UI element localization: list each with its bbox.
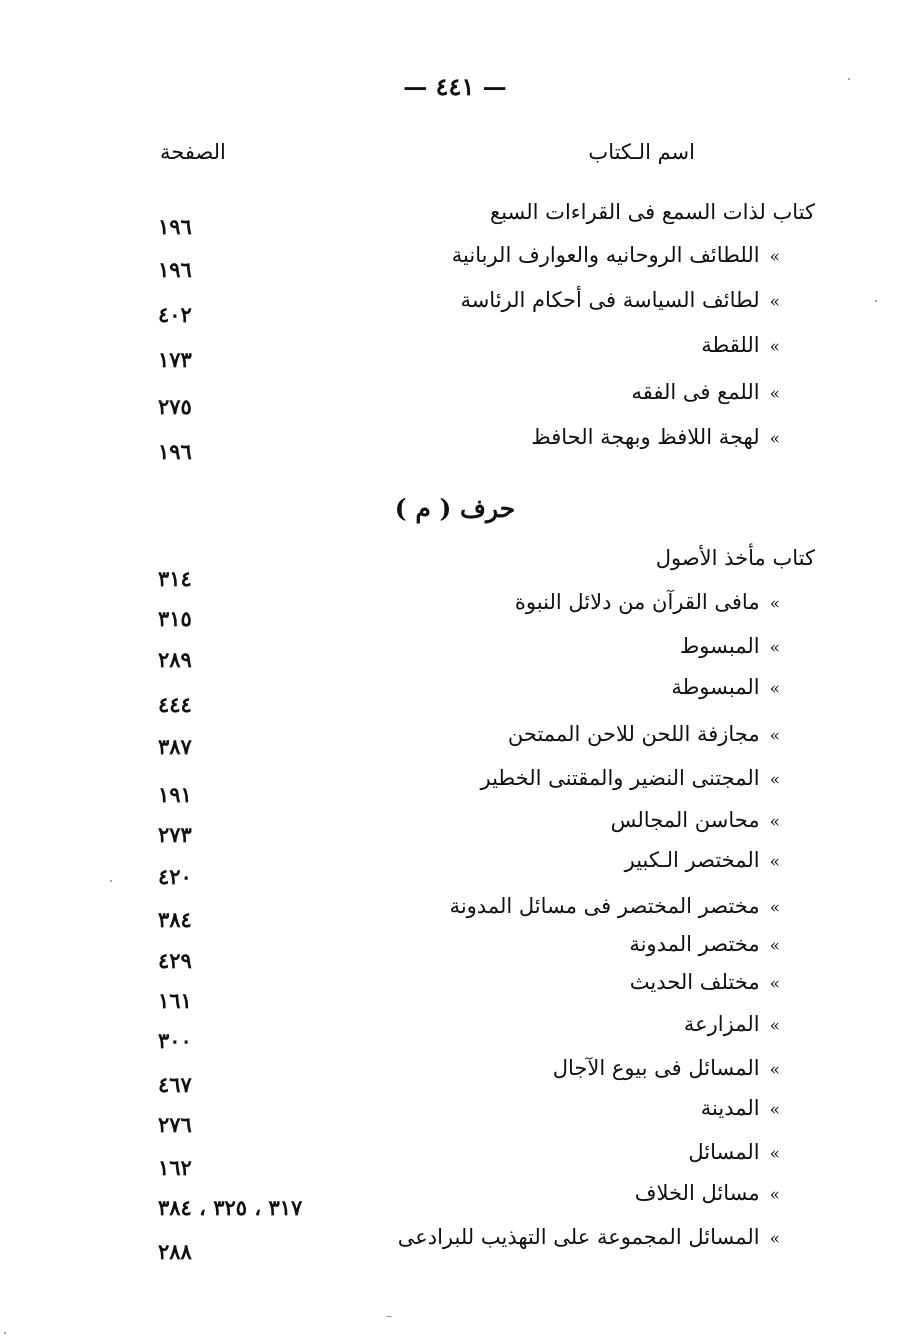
index-entry bbox=[0, 1072, 910, 1136]
entry-page: ٣٠٠ bbox=[158, 1028, 192, 1053]
entry-title bbox=[531, 425, 780, 449]
entry-title bbox=[680, 634, 780, 658]
entry-title bbox=[611, 808, 780, 832]
entry-page: ٣٨٧ bbox=[158, 734, 192, 759]
entry-page: ١٦١ bbox=[158, 988, 192, 1013]
scan-speck bbox=[848, 78, 850, 80]
entry-page: ٤٢٩ bbox=[158, 948, 192, 973]
entry-title bbox=[684, 1012, 780, 1036]
entry-title-text: مسائل الخلاف bbox=[634, 1181, 760, 1205]
ditto-mark: » bbox=[769, 337, 780, 357]
index-entry bbox=[0, 782, 910, 848]
entry-title-text: اللطائف الروحانيه والعوارف الربانية bbox=[451, 243, 760, 267]
entry-page: ١٦٢ bbox=[158, 1155, 192, 1180]
section-heading: حرف ( م ) bbox=[394, 494, 516, 523]
entry-title-text: مختلف الحديث bbox=[629, 970, 760, 994]
entry-title bbox=[635, 1181, 780, 1205]
index-entry bbox=[0, 864, 910, 934]
ditto-mark: » bbox=[769, 1016, 780, 1036]
entry-title-text: لهجة اللافظ وبهجة الحافظ bbox=[531, 425, 760, 449]
entry-title bbox=[688, 1140, 780, 1164]
ditto-mark: » bbox=[769, 770, 780, 790]
ditto-mark: » bbox=[769, 1060, 780, 1080]
entry-title bbox=[460, 288, 780, 312]
entry-page: ٢٧٥ bbox=[158, 394, 192, 419]
entry-title-text: مختصر المدونة bbox=[629, 932, 760, 956]
entry-title-text: مختصر المختصر فى مسائل المدونة bbox=[449, 894, 760, 918]
entry-page: ١٩٦ bbox=[158, 214, 192, 239]
index-entry bbox=[0, 606, 910, 674]
entry-page: ٤٦٧ bbox=[158, 1072, 192, 1097]
entry-page: ٤٤٤ bbox=[158, 692, 192, 717]
entry-page: ١٩٦ bbox=[158, 257, 192, 282]
entry-title-text: المبسوط bbox=[679, 634, 760, 658]
entry-title-text: محاسن المجالس bbox=[610, 808, 760, 832]
scan-speck bbox=[110, 880, 112, 882]
index-entry bbox=[0, 333, 910, 373]
entry-page: ١٩١ bbox=[158, 782, 192, 807]
scan-speck bbox=[4, 1332, 6, 1334]
entry-page: ٤٢٠ bbox=[158, 864, 192, 889]
entry-title bbox=[631, 380, 780, 404]
index-entry bbox=[0, 566, 910, 630]
ditto-mark: » bbox=[769, 638, 780, 658]
entry-title bbox=[481, 766, 781, 790]
entry-title-text: المسائل bbox=[688, 1140, 760, 1164]
index-entry bbox=[0, 907, 910, 972]
index-entry bbox=[0, 692, 910, 762]
entry-page: ٢٧٣ bbox=[158, 822, 192, 847]
index-entry bbox=[0, 288, 910, 328]
ditto-mark: » bbox=[769, 936, 780, 956]
index-entry bbox=[0, 988, 910, 1052]
ditto-mark: » bbox=[769, 1229, 780, 1249]
entry-page: ٢٨٩ bbox=[158, 647, 192, 672]
entry-title bbox=[701, 1096, 780, 1120]
ditto-mark: » bbox=[769, 594, 780, 614]
entry-title bbox=[671, 675, 780, 699]
entry-title bbox=[629, 932, 780, 956]
entry-title bbox=[508, 722, 780, 746]
ditto-mark: » bbox=[769, 429, 780, 449]
entry-title-text: مافى القرآن من دلائل النبوة bbox=[514, 590, 760, 614]
entry-title-text: المجتنى النضير والمقتنى الخطير bbox=[480, 766, 760, 790]
ditto-mark: » bbox=[769, 726, 780, 746]
ditto-mark: » bbox=[769, 898, 780, 918]
ditto-mark: » bbox=[769, 292, 780, 312]
index-entry bbox=[0, 546, 910, 586]
ditto-mark: » bbox=[769, 812, 780, 832]
index-entry bbox=[0, 1225, 910, 1265]
entry-title bbox=[452, 243, 780, 267]
entry-page: ٣١٤ bbox=[158, 566, 192, 591]
index-entry bbox=[0, 948, 910, 1010]
entry-page: ٢٧٦ bbox=[158, 1112, 192, 1137]
index-entry bbox=[0, 1155, 910, 1221]
entry-title-text: المسائل فى بيوع الآجال bbox=[552, 1056, 760, 1080]
ditto-mark: » bbox=[769, 1185, 780, 1205]
entry-title bbox=[630, 970, 780, 994]
scan-speck bbox=[386, 1316, 392, 1317]
entry-title bbox=[515, 590, 780, 614]
ditto-mark: » bbox=[769, 384, 780, 404]
index-entry bbox=[0, 200, 910, 240]
entry-title: كتاب مأخذ الأصول bbox=[655, 546, 815, 570]
entry-title bbox=[701, 333, 780, 357]
index-entry bbox=[0, 425, 910, 465]
entry-title-text: اللقطة bbox=[701, 333, 760, 357]
ditto-mark: » bbox=[769, 679, 780, 699]
entry-title-text: اللمع فى الفقه bbox=[631, 380, 760, 404]
entry-page: ١٧٣ bbox=[158, 347, 192, 372]
entry-title-text: المزارعة bbox=[683, 1012, 760, 1036]
entry-title-text: لطائف السياسة فى أحكام الرئاسة bbox=[460, 288, 760, 312]
index-entry bbox=[0, 1028, 910, 1096]
index-entry bbox=[0, 243, 910, 283]
ditto-mark: » bbox=[769, 974, 780, 994]
ditto-mark: » bbox=[769, 1100, 780, 1120]
column-header-title: اسم الـكتاب bbox=[588, 140, 695, 164]
entry-page: ٣١٧ ، ٣٢٥ ، ٣٨٤ bbox=[158, 1195, 303, 1220]
entry-page: ١٩٦ bbox=[158, 439, 192, 464]
entry-title bbox=[625, 848, 780, 872]
ditto-mark: » bbox=[769, 852, 780, 872]
entry-title bbox=[553, 1056, 780, 1080]
entry-page: ٣١٥ bbox=[158, 606, 192, 631]
index-entry bbox=[0, 380, 910, 420]
entry-page: ٢٨٨ bbox=[158, 1239, 192, 1264]
index-entry bbox=[0, 1112, 910, 1180]
page-number: — ٤٤١ — bbox=[403, 72, 507, 101]
entry-title-text: المختصر الـكبير bbox=[624, 848, 760, 872]
ditto-mark: » bbox=[769, 1144, 780, 1164]
ditto-mark: » bbox=[769, 247, 780, 267]
scan-speck bbox=[875, 300, 877, 302]
entry-page: ٣٨٤ bbox=[158, 907, 192, 932]
index-entry bbox=[0, 822, 910, 888]
entry-title-text: المبسوطة bbox=[671, 675, 760, 699]
entry-title-text: مجازفة اللحن للاحن الممتحن bbox=[507, 722, 760, 746]
entry-page: ٤٠٢ bbox=[158, 302, 192, 327]
index-entry bbox=[0, 647, 910, 715]
entry-title bbox=[450, 894, 780, 918]
entry-title-text: المدينة bbox=[700, 1096, 760, 1120]
column-header-page: الصفحة bbox=[160, 140, 226, 164]
entry-title-text: المسائل المجموعة على التهذيب للبرادعى bbox=[397, 1225, 760, 1249]
entry-title: كتاب لذات السمع فى القراءات السبع bbox=[490, 200, 815, 224]
